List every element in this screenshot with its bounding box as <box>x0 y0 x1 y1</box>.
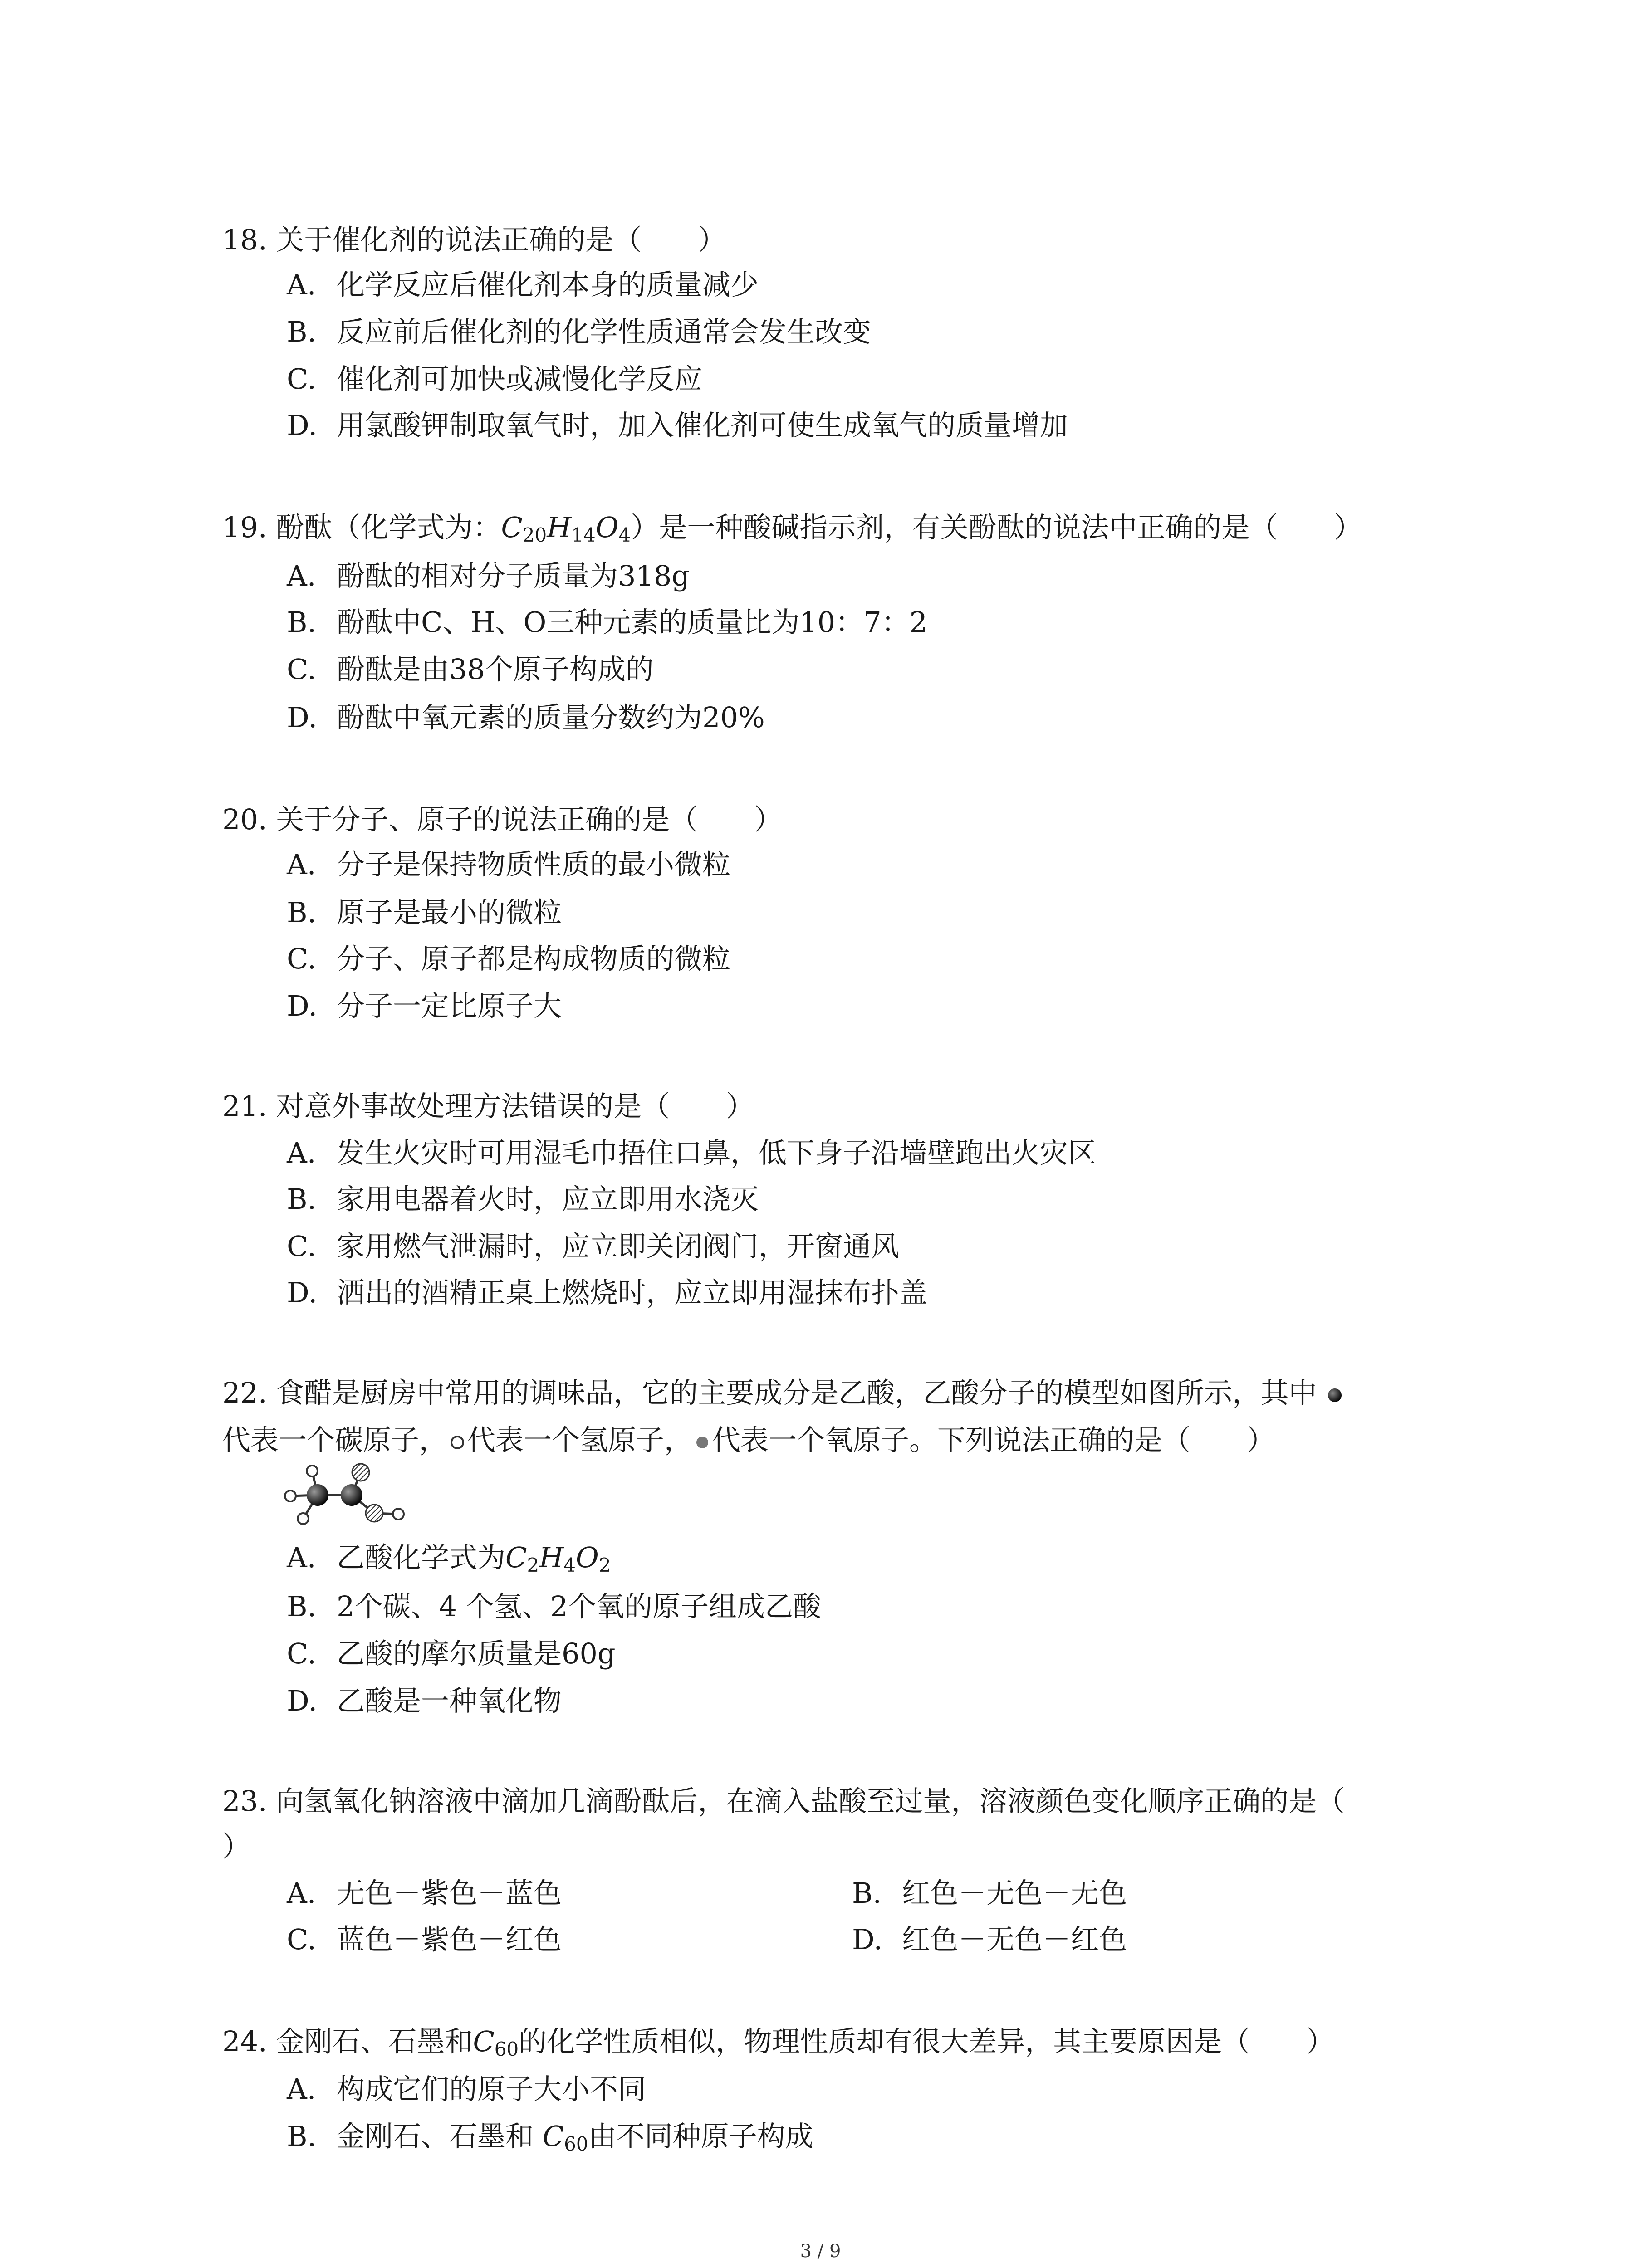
q19-option-c <box>287 647 654 692</box>
carbon-atom-icon <box>1326 1386 1344 1404</box>
q18-stem: 18. 关于催化剂的说法正确的是（ ） <box>222 223 726 256</box>
option-letter: A. <box>287 1136 316 1169</box>
q21-option-d <box>287 1270 927 1315</box>
option-text: 催化剂可加快或减慢化学反应 <box>337 362 703 396</box>
option-text: 分子是保持物质性质的最小微粒 <box>337 848 731 881</box>
option-text: 红色－无色－无色 <box>902 1877 1127 1910</box>
q21-option-c <box>287 1224 899 1269</box>
option-text: 分子、原子都是构成物质的微粒 <box>337 942 731 975</box>
option-text-pre: 金刚石、石墨和 <box>337 2120 543 2153</box>
option-text: 化学反应后催化剂本身的质量减少 <box>337 268 759 301</box>
option-letter: B. <box>287 315 317 348</box>
q20-option-c <box>287 936 730 982</box>
q20-option-a <box>287 842 730 887</box>
option-text: 分子一定比原子大 <box>337 989 562 1022</box>
option-text: 原子是最小的微粒 <box>337 896 562 929</box>
q21-option-b <box>287 1177 759 1222</box>
q24-stem-post: 的化学性质相似，物理性质却有很大差异，其主要原因是（ ） <box>519 2025 1335 2058</box>
option-letter: A. <box>287 848 316 881</box>
option-letter: D. <box>287 1684 318 1717</box>
option-text: 乙酸化学式为$C_2H_4O_2$ <box>337 1541 611 1576</box>
q22-option-b <box>287 1584 821 1629</box>
q22-stem-text: 22. 食醋是厨房中常用的调味品，它的主要成分是乙酸，乙酸分子的模型如图所示，其中 <box>222 1376 1317 1409</box>
q23-option-b <box>852 1871 1127 1916</box>
option-letter: A. <box>287 268 316 301</box>
option-text: 家用电器着火时，应立即用水浇灭 <box>337 1183 759 1216</box>
acetic-acid-molecule-model <box>277 1460 408 1532</box>
hydrogen-atom <box>285 1491 296 1501</box>
option-letter: B. <box>287 896 317 929</box>
option-text-post: 由不同种原子构成 <box>588 2120 813 2153</box>
q20-stem: 20. 关于分子、原子的说法正确的是（ ） <box>222 803 783 836</box>
q24-stem <box>222 2019 1456 2065</box>
option-text: 酚酞中氧元素的质量分数约为20% <box>337 701 765 734</box>
q18-option-a <box>287 262 759 308</box>
q23-stem-line2: ） <box>222 1830 251 1863</box>
q22-stem-text-c: 代表一个氧原子。下列说法正确的是（ ） <box>712 1423 1275 1457</box>
q19-option-b <box>287 600 927 645</box>
option-text: 乙酸是一种氧化物 <box>337 1684 562 1717</box>
q18-option-b <box>287 309 871 355</box>
q23-option-c <box>287 1917 562 1962</box>
q19-option-a <box>287 553 690 599</box>
option-letter: B. <box>287 1183 317 1216</box>
option-text: 酚酞是由38个原子构成的 <box>337 653 654 686</box>
option-text: 发生火灾时可用湿毛巾捂住口鼻，低下身子沿墙壁跑出火灾区 <box>337 1136 1097 1169</box>
option-letter: C. <box>287 1230 316 1263</box>
option-letter: B. <box>852 1877 882 1910</box>
hydrogen-atom-icon <box>447 1433 467 1452</box>
option-text: 无色－紫色－蓝色 <box>337 1877 562 1910</box>
option-letter: A. <box>287 1541 316 1574</box>
q18-option-d <box>287 403 1068 448</box>
option-letter: D. <box>287 701 318 734</box>
q24-option-a <box>287 2067 646 2112</box>
option-text: 酚酞中C、H、O三种元素的质量比为10：7：2 <box>337 606 928 639</box>
q19-stem <box>222 504 1456 551</box>
option-letter: C. <box>287 1637 316 1670</box>
option-letter: D. <box>287 409 318 442</box>
option-text: 反应前后催化剂的化学性质通常会发生改变 <box>337 315 872 348</box>
q22-stem-text-a: 代表一个碳原子， <box>222 1423 448 1457</box>
option-text: 蓝色－紫色－红色 <box>337 1923 562 1956</box>
carbon-atom <box>307 1484 328 1506</box>
q22-option-d <box>287 1678 562 1724</box>
option-letter: C. <box>287 942 316 975</box>
hydrogen-atom <box>307 1466 318 1476</box>
option-text: 家用燃气泄漏时，应立即关闭阀门，开窗通风 <box>337 1230 900 1263</box>
option-text: 红色－无色－红色 <box>902 1923 1127 1956</box>
oxygen-atom <box>352 1464 369 1481</box>
option-text: 用氯酸钾制取氧气时，加入催化剂可使生成氧气的质量增加 <box>337 409 1068 442</box>
option-text: 构成它们的原子大小不同 <box>337 2072 647 2106</box>
carbon-atom <box>341 1484 362 1506</box>
option-letter: D. <box>287 1276 318 1309</box>
option-letter: B. <box>287 1590 317 1623</box>
q22-stem-line2 <box>222 1417 1456 1463</box>
option-letter: C. <box>287 1923 316 1956</box>
q22-option-c <box>287 1631 616 1677</box>
q22-stem-text-b: 代表一个氢原子， <box>467 1423 693 1457</box>
q20-option-b <box>287 890 562 935</box>
option-letter: C. <box>287 653 316 686</box>
oxygen-atom-icon <box>692 1433 712 1452</box>
q23-stem-line1: 23. 向氢氧化钠溶液中滴加几滴酚酞后，在滴入盐酸至过量，溶液颜色变化顺序正确的是（ <box>222 1784 1345 1818</box>
option-text: 酚酞的相对分子质量为318g <box>337 559 690 592</box>
option-letter: D. <box>852 1923 883 1956</box>
q20-option-d <box>287 983 562 1029</box>
option-letter: A. <box>287 559 316 592</box>
q22-option-a <box>287 1535 611 1580</box>
q21-stem: 21. 对意外事故处理方法错误的是（ ） <box>222 1090 754 1123</box>
q23-option-a <box>287 1871 562 1916</box>
hydrogen-atom <box>393 1509 404 1520</box>
option-text: 乙酸的摩尔质量是60g <box>337 1637 616 1670</box>
option-letter: A. <box>287 1877 316 1910</box>
oxygen-atom <box>366 1505 383 1522</box>
page-number: 3 / 9 <box>800 2241 841 2262</box>
q19-formula: $C_{20}H_{14}O_4$ <box>501 511 631 546</box>
q23-option-d <box>852 1917 1127 1962</box>
option-text: 洒出的酒精正桌上燃烧时，应立即用湿抹布扑盖 <box>337 1276 928 1309</box>
hydrogen-atom <box>298 1513 309 1524</box>
q19-stem-post: ）是一种酸碱指示剂，有关酚酞的说法中正确的是（ ） <box>631 511 1362 544</box>
q24-formula: $C_{60}$ <box>473 2025 519 2060</box>
option-text: 2个碳、4 个氢、2个氧的原子组成乙酸 <box>337 1590 822 1623</box>
q21-option-a <box>287 1130 1096 1176</box>
q24-option-b-formula: $C_{60}$ <box>542 2120 588 2155</box>
q19-stem-pre: 19. 酚酞（化学式为： <box>222 511 501 544</box>
q24-option-b <box>287 2114 813 2159</box>
option-letter: D. <box>287 989 318 1022</box>
option-letter: B. <box>287 2120 317 2153</box>
q24-stem-pre: 24. 金刚石、石墨和 <box>222 2025 473 2058</box>
option-letter: B. <box>287 606 317 639</box>
q22-stem-line1 <box>222 1370 1470 1416</box>
option-letter: C. <box>287 362 316 396</box>
q19-option-d <box>287 695 765 740</box>
q18-option-c <box>287 357 702 402</box>
option-letter: A. <box>287 2072 316 2106</box>
